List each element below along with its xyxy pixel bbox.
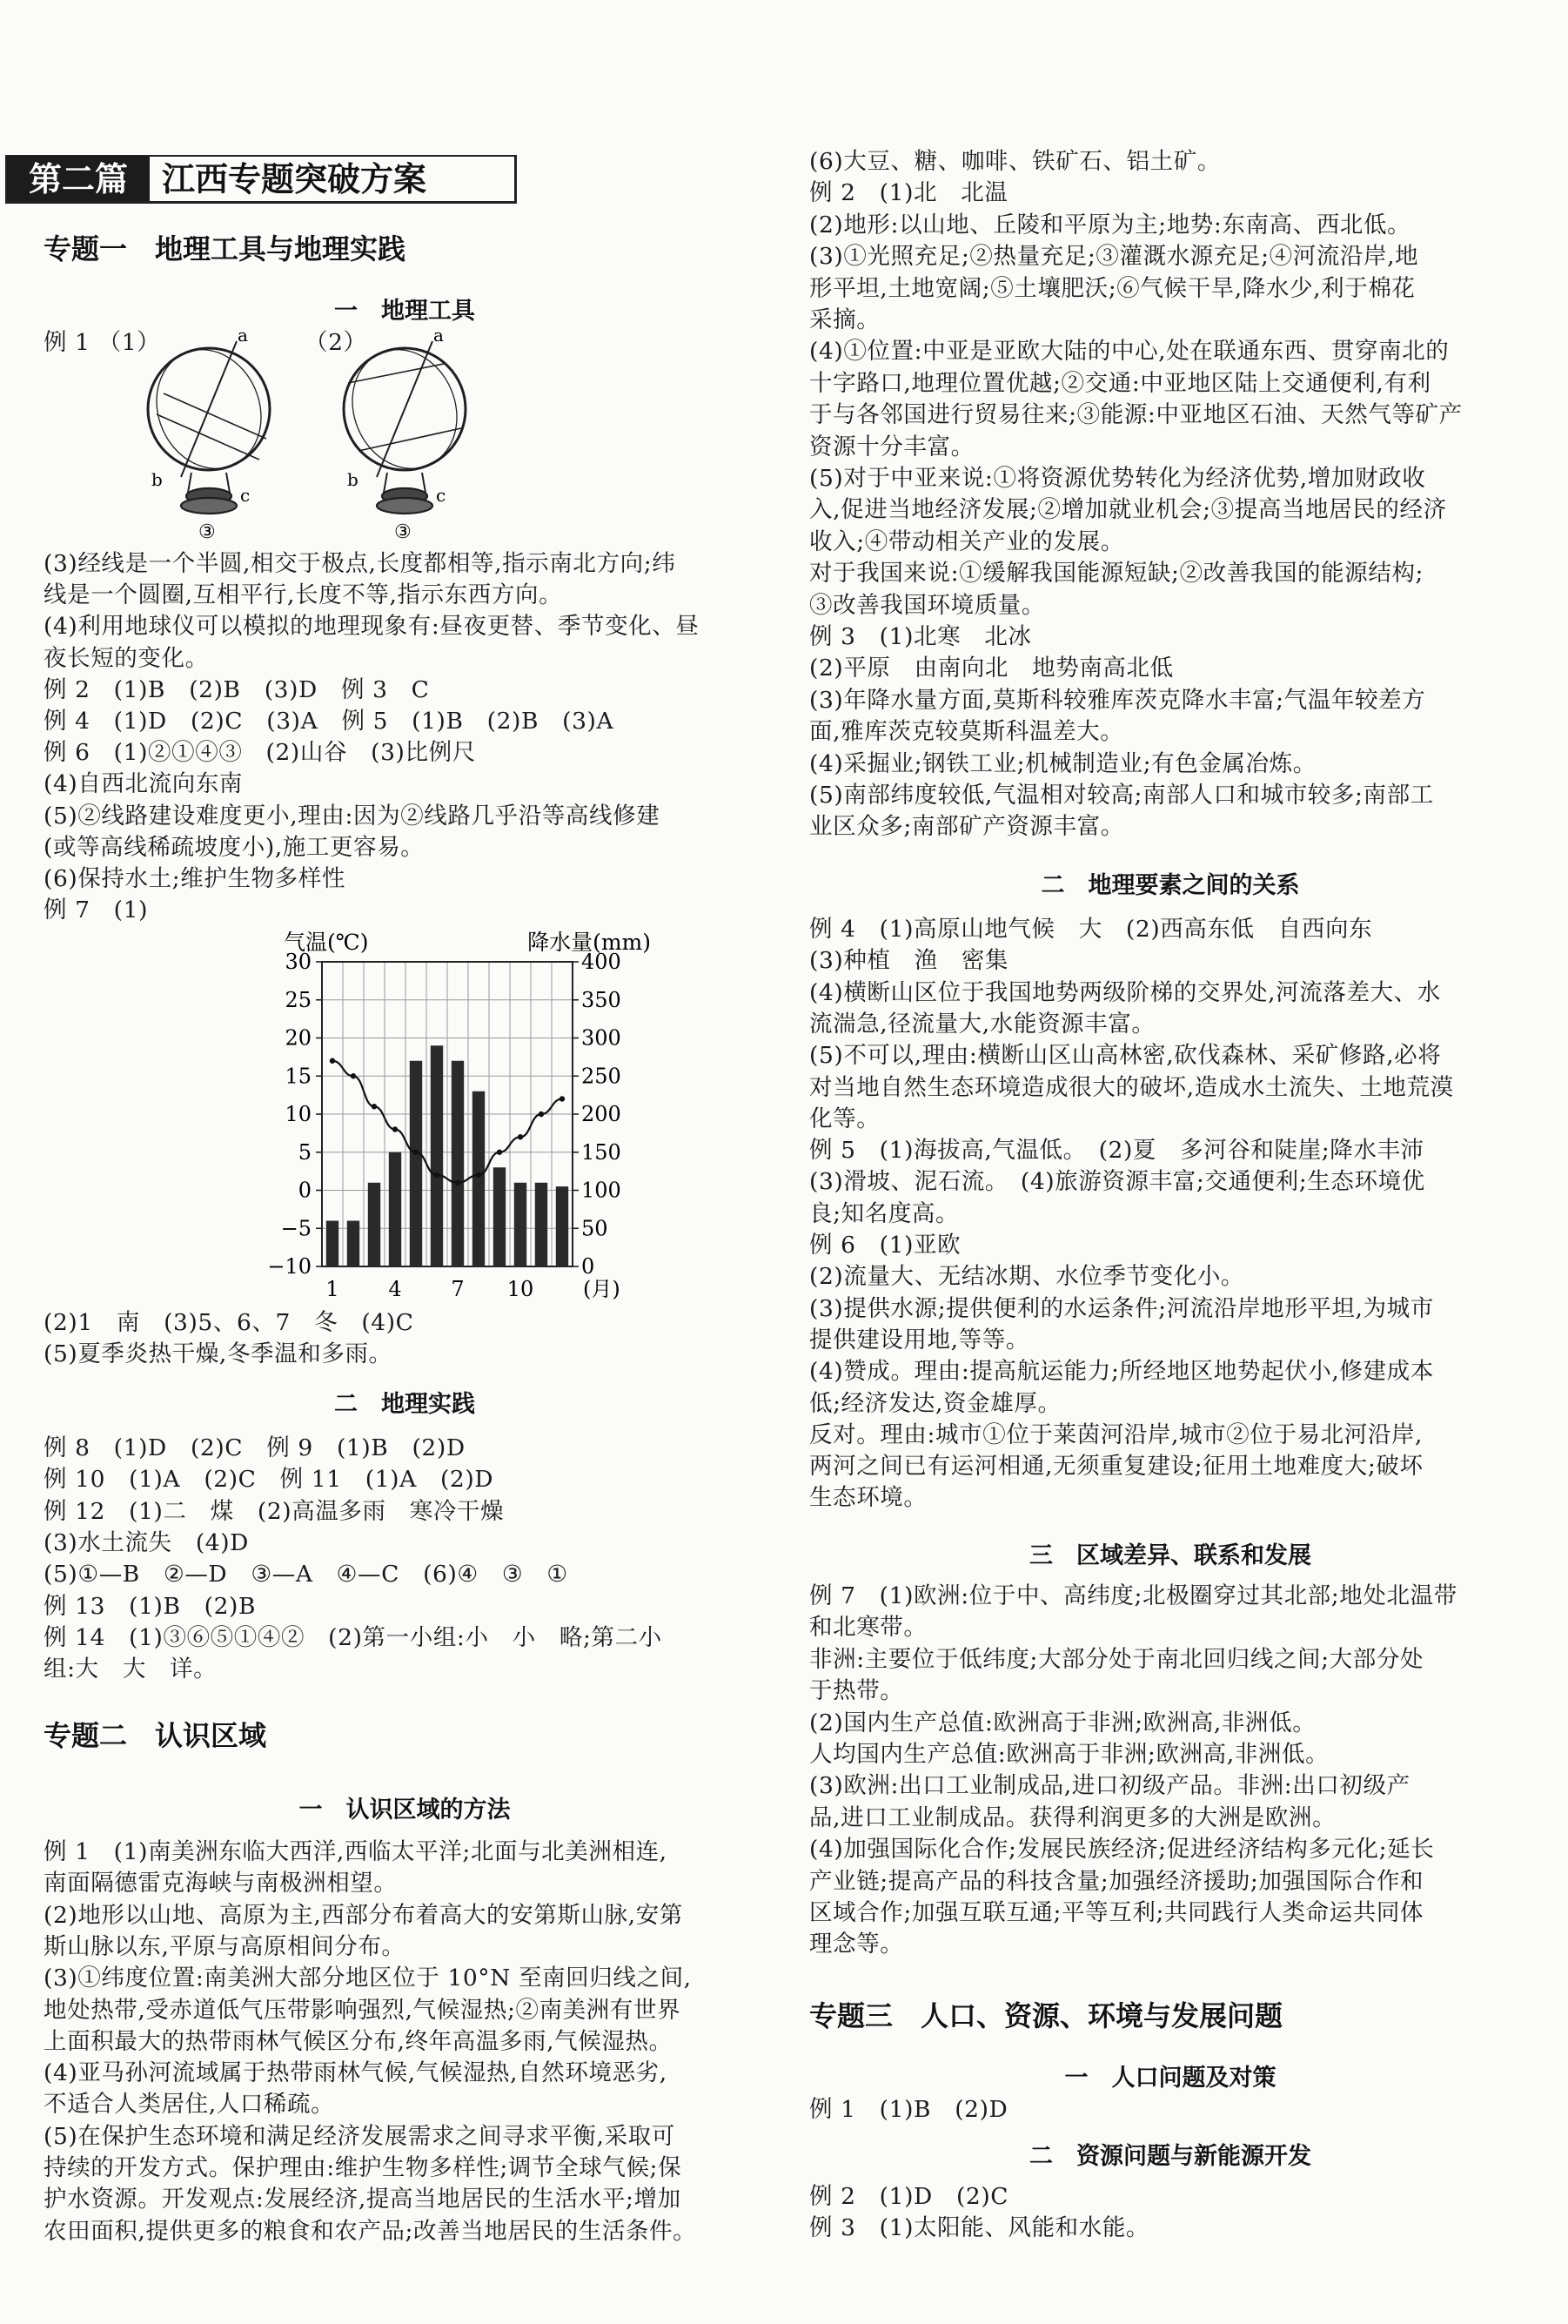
answer-line: 于与各邻国进行贸易往来;③能源:中亚地区石油、天然气等矿产 bbox=[809, 401, 1463, 429]
temp-tick-label: 0 bbox=[298, 1178, 312, 1203]
label-circled: ③ bbox=[394, 521, 412, 542]
answer-line: 例 3 (1)北寒 北冰 bbox=[809, 623, 1032, 650]
answer-line: (4)采掘业;钢铁工业;机械制造业;有色金属冶炼。 bbox=[809, 749, 1317, 777]
temperature-point bbox=[497, 1150, 502, 1155]
answer-line: 收入;④带动相关产业的发展。 bbox=[809, 527, 1124, 555]
answer-line: (3)①纬度位置:南美洲大部分地区位于 10°N 至南回归线之间, bbox=[44, 1965, 692, 1992]
section-title: 三 区域差异、联系和发展 bbox=[1029, 1542, 1311, 1569]
label-c: c bbox=[240, 485, 251, 506]
answer-line: 例 12 (1)二 煤 (2)高温多雨 寒冷干燥 bbox=[44, 1497, 505, 1525]
answer-line: (2)1 南 (3)5、6、7 冬 (4)C bbox=[44, 1309, 414, 1336]
temperature-point bbox=[434, 1172, 439, 1178]
answer-line: (或等高线稀疏坡度小),施工更容易。 bbox=[44, 833, 425, 861]
globe-diagrams bbox=[139, 329, 539, 542]
temperature-point bbox=[372, 1104, 377, 1109]
answer-line: (3)①光照充足;②热量充足;③灌溉水源充足;④河流沿岸,地 bbox=[809, 243, 1419, 271]
answer-line: 十字路口,地理位置优越;②交通:中亚地区陆上交通便利,有利 bbox=[809, 369, 1431, 397]
answer-line: (4)赞成。理由:提高航运能力;所经地区地势起伏小,修建成本 bbox=[809, 1358, 1434, 1386]
answer-line: 地处热带,受赤道低气压带影响强烈,气候湿热;②南美洲有世界 bbox=[44, 1996, 681, 2024]
precip-bar bbox=[514, 1183, 526, 1266]
temperature-point bbox=[413, 1150, 419, 1155]
answer-line: 形平坦,土地宽阔;⑤土壤肥沃;⑥气候干旱,降水少,利于棉花 bbox=[809, 274, 1416, 302]
part-title: 江西专题突破方案 bbox=[162, 160, 427, 198]
temp-tick-label: −5 bbox=[280, 1216, 312, 1241]
topic1-title: 专题一 地理工具与地理实践 bbox=[44, 232, 406, 265]
answer-line: 对于我国来说:①缓解我国能源短缺;②改善我国的能源结构; bbox=[809, 560, 1424, 588]
temp-tick-label: 5 bbox=[298, 1139, 312, 1165]
answer-line: (3)种植 渔 密集 bbox=[809, 947, 1009, 975]
label-circled: ③ bbox=[198, 521, 216, 542]
precip-bar bbox=[452, 1061, 464, 1266]
answer-line: 入,促进当地经济发展;②增加就业机会;③提高当地居民的经济 bbox=[809, 496, 1447, 524]
answer-line: (5)在保护生态环境和满足经济发展需求之间寻求平衡,采取可 bbox=[44, 2122, 675, 2150]
x-tick-label: 1 bbox=[325, 1277, 339, 1301]
answer-line: 资源十分丰富。 bbox=[809, 433, 975, 460]
temperature-point bbox=[330, 1058, 335, 1064]
precip-tick-label: 200 bbox=[581, 1102, 621, 1126]
answer-line: 例 6 (1)亚欧 bbox=[809, 1232, 962, 1259]
answer-line: (3)欧洲:出口工业制成品,进口初级产品。非洲:出口初级产 bbox=[809, 1772, 1411, 1800]
topic2-title: 专题二 认识区域 bbox=[44, 1719, 267, 1752]
answer-line: (2)地形以山地、高原为主,西部分布着高大的安第斯山脉,安第 bbox=[44, 1901, 683, 1929]
precip-tick-label: 0 bbox=[581, 1254, 595, 1279]
answer-line: 例 7 (1) bbox=[44, 897, 149, 924]
precip-tick-label: 100 bbox=[581, 1178, 621, 1203]
answer-line: 业区众多;南部矿产资源丰富。 bbox=[809, 813, 1124, 841]
answer-line: 低;经济发达,资金雄厚。 bbox=[809, 1389, 1062, 1417]
precip-bar bbox=[556, 1186, 568, 1266]
precip-bar bbox=[472, 1091, 485, 1266]
answer-line: 非洲:主要位于低纬度;大部分处于南北回归线之间;大部分处 bbox=[809, 1645, 1424, 1673]
answer-line: (4)亚马孙河流域属于热带雨林气候,气候湿热,自然环境恶劣, bbox=[44, 2059, 667, 2087]
precip-bar bbox=[347, 1221, 359, 1267]
answer-line: (4)利用地球仪可以模拟的地理现象有:昼夜更替、季节变化、昼 bbox=[44, 613, 700, 641]
temperature-point bbox=[518, 1134, 523, 1139]
answer-line: 人均国内生产总值:欧洲高于非洲;欧洲高,非洲低。 bbox=[809, 1741, 1330, 1768]
precip-tick-label: 50 bbox=[581, 1216, 608, 1241]
temp-tick-label: 10 bbox=[285, 1102, 312, 1126]
answer-line: 例 13 (1)B (2)B bbox=[44, 1592, 257, 1620]
answer-line: (5)对于中亚来说:①将资源优势转化为经济优势,增加财政收 bbox=[809, 465, 1426, 492]
answer-line: 例 2 (1)D (2)C bbox=[809, 2183, 1009, 2210]
answer-line: 持续的开发方式。保护理由:维护生物多样性;调节全球气候;保 bbox=[44, 2154, 682, 2181]
answer-line: (4)①位置:中亚是亚欧大陆的中心,处在联通东西、贯穿南北的 bbox=[809, 338, 1450, 366]
answer-line: 线是一个圆圈,互相平行,长度不等,指示东西方向。 bbox=[44, 581, 563, 609]
answer-line: 例 7 (1)欧洲:位于中、高纬度;北极圈穿过其北部;地处北温带 bbox=[809, 1582, 1457, 1609]
label-c: c bbox=[436, 485, 446, 506]
answer-line: 区域合作;加强互联互通;平等互利;共同践行人类命运共同体 bbox=[809, 1899, 1424, 1926]
precip-bar bbox=[493, 1167, 506, 1266]
answer-line: 品,进口工业制成品。获得利润更多的大洲是欧洲。 bbox=[809, 1803, 1337, 1831]
right-axis-label: 降水量(mm) bbox=[527, 930, 651, 955]
answer-line: 上面积最大的热带雨林气候区分布,终年高温多雨,气候湿热。 bbox=[44, 2027, 673, 2055]
answer-line: (5)南部纬度较低,气温相对较高;南部人口和城市较多;南部工 bbox=[809, 782, 1434, 809]
answer-line: 例 1 (1)B (2)D bbox=[809, 2096, 1008, 2123]
example-label: （2） bbox=[305, 329, 367, 356]
temp-tick-label: 15 bbox=[285, 1064, 312, 1089]
answer-line: (4)自西北流向东南 bbox=[44, 770, 244, 798]
part-label: 第二篇 bbox=[7, 157, 150, 201]
answer-line: (3)提供水源;提供便利的水运条件;河流沿岸地形平坦,为城市 bbox=[809, 1294, 1434, 1322]
section-title: 一 地理工具 bbox=[334, 298, 475, 325]
answer-line: 农田面积,提供更多的粮食和农产品;改善当地居民的生活条件。 bbox=[44, 2217, 697, 2245]
answer-line: (2)国内生产总值:欧洲高于非洲;欧洲高,非洲低。 bbox=[809, 1709, 1317, 1736]
answer-line: 理念等。 bbox=[809, 1931, 904, 1958]
answer-line: 例 2 (1)北 北温 bbox=[809, 179, 1008, 207]
part-banner bbox=[5, 155, 517, 204]
answer-line: (5)①—B ②—D ③—A ④—C (6)④ ③ ① bbox=[44, 1561, 568, 1589]
answer-line: (5)不可以,理由:横断山区山高林密,砍伐森林、采矿修路,必将 bbox=[809, 1042, 1442, 1070]
answer-line: 例 5 (1)海拔高,气温低。 (2)夏 多河谷和陡崖;降水丰沛 bbox=[809, 1137, 1424, 1165]
answer-line: 护水资源。开发观点:发展经济,提高当地居民的生活水平;增加 bbox=[44, 2186, 681, 2213]
answer-line: 例 14 (1)③⑥⑤①④② (2)第一小组:小 小 略;第二小 bbox=[44, 1623, 662, 1651]
precip-bar bbox=[389, 1152, 401, 1266]
answer-line: 例 8 (1)D (2)C 例 9 (1)B (2)D bbox=[44, 1434, 466, 1461]
left-axis-label: 气温(℃) bbox=[284, 930, 369, 955]
label-a: a bbox=[238, 329, 248, 346]
answer-line: (3)滑坡、泥石流。 (4)旅游资源丰富;交通便利;生态环境优 bbox=[809, 1168, 1425, 1196]
precip-tick-label: 250 bbox=[581, 1064, 621, 1089]
answer-line: 流湍急,径流量大,水能资源丰富。 bbox=[809, 1010, 1156, 1038]
answer-line: 提供建设用地,等等。 bbox=[809, 1326, 1029, 1353]
answer-line: 不适合人类居住,人口稀疏。 bbox=[44, 2091, 335, 2119]
answer-line: (6)保持水土;维护生物多样性 bbox=[44, 865, 345, 892]
answer-line: 例 4 (1)D (2)C (3)A 例 5 (1)B (2)B (3)A bbox=[44, 708, 614, 735]
answer-line: (3)年降水量方面,莫斯科较雅库茨克降水丰富;气温年较差方 bbox=[809, 686, 1426, 714]
answer-line: (2)平原 由南向北 地势南高北低 bbox=[809, 655, 1174, 682]
answer-line: ③改善我国环境质量。 bbox=[809, 591, 1045, 619]
topic3-title: 专题三 人口、资源、环境与发展问题 bbox=[809, 1999, 1283, 2032]
example-label: 例 1 （1） bbox=[44, 329, 161, 356]
answer-line: 夜长短的变化。 bbox=[44, 644, 209, 672]
x-tick-label: 7 bbox=[451, 1277, 465, 1301]
answer-line: 对当地自然生态环境造成很大的破坏,造成水土流失、土地荒漠 bbox=[809, 1073, 1454, 1101]
x-tick-label: 10 bbox=[506, 1277, 534, 1301]
answer-line: 例 2 (1)B (2)B (3)D 例 3 C bbox=[44, 675, 430, 703]
precip-bar bbox=[410, 1061, 422, 1266]
answer-line: 采摘。 bbox=[809, 306, 881, 333]
temperature-point bbox=[476, 1172, 481, 1178]
temperature-point bbox=[560, 1096, 565, 1101]
answer-line: 和北寒带。 bbox=[809, 1614, 928, 1642]
answer-line: 例 1 (1)南美洲东临大西洋,西临太平洋;北面与北美洲相连, bbox=[44, 1838, 667, 1865]
answer-line: 面,雅库茨克较莫斯科温差大。 bbox=[809, 718, 1124, 746]
temp-tick-label: 25 bbox=[285, 987, 312, 1012]
label-b: b bbox=[347, 469, 358, 490]
answer-line: 例 3 (1)太阳能、风能和水能。 bbox=[809, 2214, 1150, 2241]
answer-line: 南面隔德雷克海峡与南极洲相望。 bbox=[44, 1870, 398, 1897]
temp-tick-label: 30 bbox=[285, 950, 312, 974]
precip-tick-label: 350 bbox=[581, 987, 621, 1012]
section-title: 二 地理实践 bbox=[334, 1391, 475, 1418]
answer-line: (3)经线是一个半圆,相交于极点,长度都相等,指示南北方向;纬 bbox=[44, 550, 676, 577]
section-title: 一 认识区域的方法 bbox=[298, 1797, 511, 1824]
answer-line: (6)大豆、糖、咖啡、铁矿石、铝土矿。 bbox=[809, 148, 1221, 175]
answer-line: 产业链;提高产品的科技含量;加强经济援助;加强国际合作和 bbox=[809, 1867, 1424, 1895]
label-a: a bbox=[433, 329, 444, 346]
answer-line: (5)夏季炎热干燥,冬季温和多雨。 bbox=[44, 1340, 392, 1367]
climate-chart bbox=[218, 918, 653, 1310]
temp-tick-label: 20 bbox=[285, 1025, 312, 1051]
answer-line: 斯山脉以东,平原与高原相间分布。 bbox=[44, 1932, 405, 1960]
precip-bar bbox=[368, 1183, 380, 1266]
answer-line: 两河之间已有运河相通,无须重复建设;征用土地难度大;破坏 bbox=[809, 1453, 1424, 1481]
x-tick-label: 4 bbox=[388, 1277, 402, 1301]
answer-line: 反对。理由:城市①位于莱茵河沿岸,城市②位于易北河沿岸, bbox=[809, 1421, 1424, 1448]
answer-line: 化等。 bbox=[809, 1105, 881, 1132]
precip-bar bbox=[431, 1045, 443, 1266]
answer-line: 例 6 (1)②①④③ (2)山谷 (3)比例尺 bbox=[44, 739, 476, 767]
precip-tick-label: 150 bbox=[581, 1139, 621, 1165]
answer-line: 于热带。 bbox=[809, 1677, 904, 1705]
answer-line: (2)地形:以山地、丘陵和平原为主;地势:东南高、西北低。 bbox=[809, 211, 1411, 238]
x-axis-label: (月) bbox=[583, 1277, 620, 1301]
section-title: 二 地理要素之间的关系 bbox=[1041, 872, 1300, 899]
answer-line: (4)加强国际化合作;发展民族经济;促进经济结构多元化;延长 bbox=[809, 1836, 1435, 1864]
temperature-point bbox=[455, 1180, 460, 1186]
temperature-point bbox=[539, 1112, 544, 1117]
answer-line: 例 10 (1)A (2)C 例 11 (1)A (2)D bbox=[44, 1466, 494, 1494]
answer-line: 良;知名度高。 bbox=[809, 1199, 960, 1227]
precip-tick-label: 300 bbox=[581, 1025, 621, 1051]
answer-line: 例 4 (1)高原山地气候 大 (2)西高东低 自西向东 bbox=[809, 916, 1373, 943]
precip-tick-label: 400 bbox=[581, 950, 621, 974]
temp-tick-label: −10 bbox=[267, 1254, 312, 1279]
section-title: 二 资源问题与新能源开发 bbox=[1029, 2143, 1311, 2170]
precip-bar bbox=[326, 1221, 338, 1267]
answer-line: (2)流量大、无结冰期、水位季节变化小。 bbox=[809, 1263, 1245, 1291]
answer-line: (4)横断山区位于我国地势两级阶梯的交界处,河流落差大、水 bbox=[809, 978, 1441, 1006]
answer-line: 组:大 大 详。 bbox=[44, 1656, 218, 1683]
answer-line: 生态环境。 bbox=[809, 1484, 928, 1512]
precip-bar bbox=[535, 1183, 547, 1266]
temperature-point bbox=[392, 1126, 398, 1132]
temperature-point bbox=[351, 1073, 356, 1078]
section-title: 一 人口问题及对策 bbox=[1064, 2065, 1277, 2092]
answer-line: (3)水土流失 (4)D bbox=[44, 1528, 250, 1556]
answer-line: (5)②线路建设难度更小,理由:因为②线路几乎沿等高线修建 bbox=[44, 802, 660, 830]
label-b: b bbox=[151, 469, 163, 490]
